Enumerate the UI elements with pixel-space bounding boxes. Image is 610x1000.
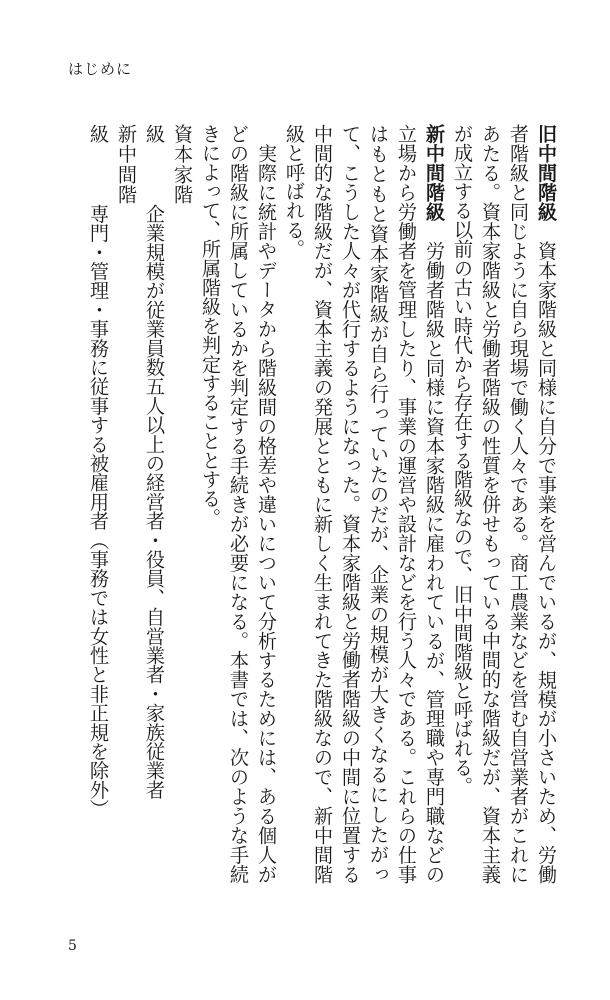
- paragraph-text: 実際に統計やデータから階級間の格差や違いについて分析するためには、ある個人がどの階級に所属しているかを判定する手続きが必要になる。本書では、次のような手続きによって、所属階級を判定することとする。: [199, 124, 278, 884]
- paragraph-new-middle-class: [280, 124, 448, 884]
- page-number: 5: [68, 938, 77, 954]
- paragraph-text: 労働者階級と同様に資本家階級に雇われているが、管理職や専門職などの立場から労働者を管理したり、事業の運営や設計などを行う人々である。これらの仕事はもともと資本家階級が自ら行っていたのだが、企業の規模が大きくなるにしたがって、こうした人々が代行するようになった。資本家階級と労働者階級の中間に位置する中間的な階級だが、資本主義の発展とともに新しく生まれてきた階級なので、新中間階級と呼ばれる。: [283, 124, 446, 885]
- class-definition-list: [84, 124, 196, 884]
- definition-text: 企業規模が従業員数五人以上の経営者・役員、自営業者・家族従業者: [143, 204, 166, 800]
- running-head: はじめに: [68, 60, 133, 78]
- definition-item: [84, 124, 140, 884]
- term-heading-new-middle-class: 新中間階級: [423, 124, 446, 222]
- paragraph-classification-method: [196, 124, 280, 884]
- definition-term: 資本家階級: [143, 124, 194, 204]
- definition-item: [140, 124, 196, 884]
- term-heading-old-middle-class: 旧中間階級: [535, 124, 558, 222]
- paragraph-old-middle-class: [448, 124, 560, 884]
- definition-term: 新中間階級: [87, 124, 138, 204]
- definition-text: 専門・管理・事務に従事する被雇用者（事務では女性と非正規を除外）: [87, 204, 110, 819]
- paragraph-text: 資本家階級と同様に自分で事業を営んでいるが、規模が小さいため、労働者階級と同じように自ら現場で働く人々である。商工農業などを営む自営業者がこれにあたる。資本家階級と労働者階級の性質を併せもっている中間的な階級だが、資本主義が成立する以前の古い時代から存在する階級なので、旧中間階級と呼ばれる。: [451, 124, 558, 885]
- vertical-text-block: [84, 124, 560, 884]
